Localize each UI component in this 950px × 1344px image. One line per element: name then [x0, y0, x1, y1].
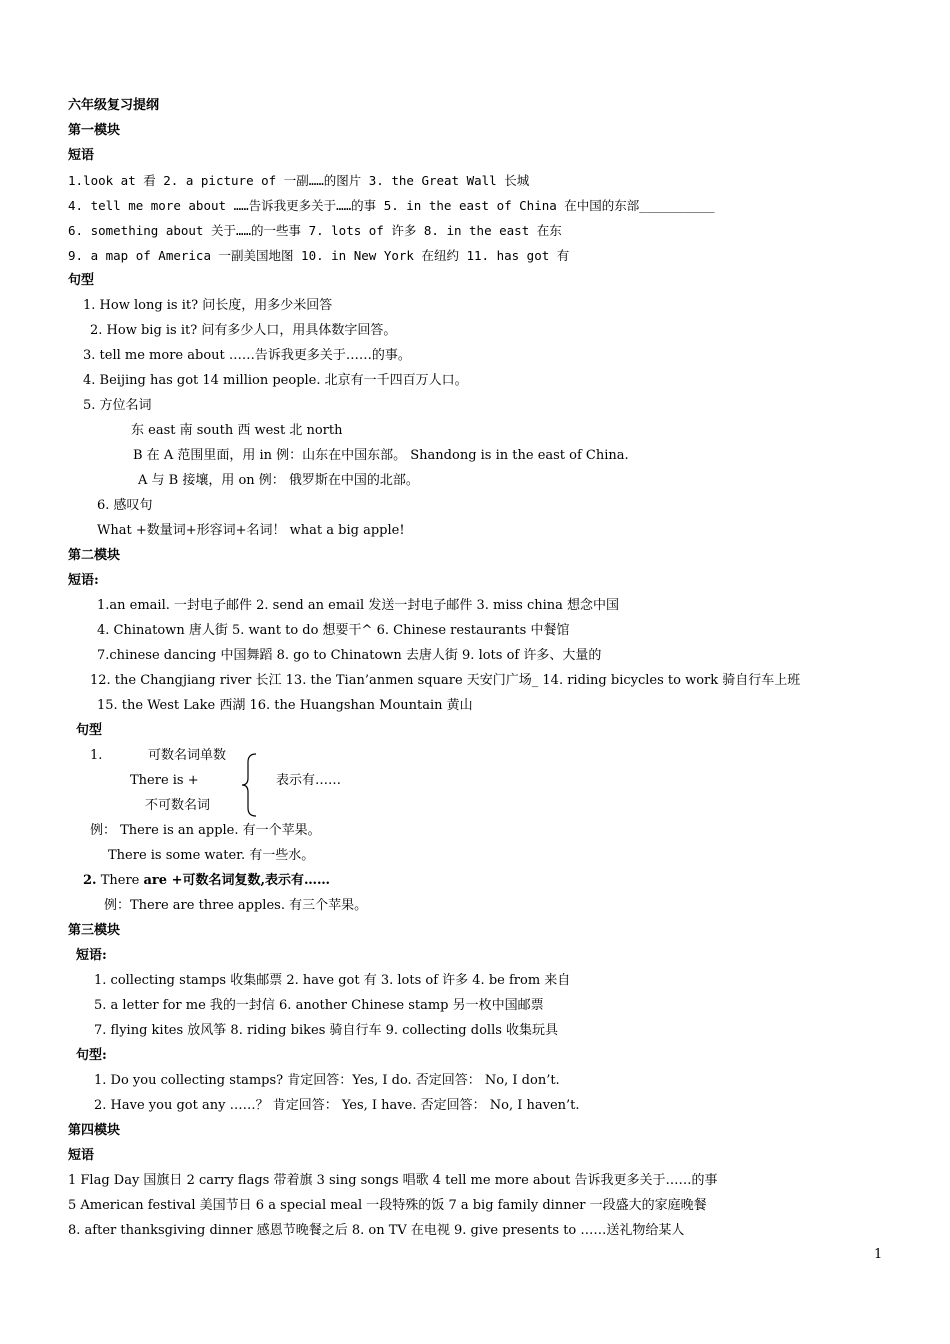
module-4-phrase-line-3: 8. after thanksgiving dinner 感恩节晚餐之后 8. on TV 在电视 9. give presents to ……送礼物给某人: [68, 1223, 685, 1238]
module-1-sentence-2: 2. How big is it? 问有多少人口，用具体数字回答。: [90, 323, 397, 338]
module-1-phrase-line-4: 9. a map of America 一副美国地图 10. in New York 在纽约 11. has got 有: [68, 248, 570, 263]
module-1-phrase-line-2: 4. tell me more about ……告诉我更多关于……的事 5. in the east of China 在中国的东部__________: [68, 198, 715, 213]
module-1-sentence-4: 4. Beijing has got 14 million people. 北京有一千四百万人口。: [83, 373, 468, 388]
module-1-sentence-6: 6. 感叹句: [97, 498, 153, 513]
module-1-phrases-label: 短语: [68, 148, 95, 163]
module-3-phrase-line-2: 5. a letter for me 我的一封信 6. another Chinese stamp 另一枚中国邮票: [94, 998, 544, 1013]
module-2-there-is: There is +: [130, 773, 199, 788]
module-3-sentence-1: 1. Do you collecting stamps? 肯定回答：Yes, I do. 否定回答： No, I don’t.: [94, 1073, 560, 1088]
module-2-sentence-2: [83, 871, 330, 891]
module-2-phrases-label: 短语:: [68, 573, 99, 588]
module-3-heading: 第三模块: [68, 923, 121, 938]
module-2-phrase-line-4: 12. the Changjiang river 长江 13. the Tian’anmen square 天安门广场_ 14. riding bicycles to work 骑自行车上班: [90, 673, 801, 688]
module-2-sentence-1-number: 1.: [90, 748, 103, 763]
module-4-phrases-label: 短语: [68, 1148, 95, 1163]
module-2-phrase-line-1: 1.an email. 一封电子邮件 2. send an email 发送一封电子邮件 3. miss china 想念中国: [97, 598, 620, 613]
module-1-heading: 第一模块: [68, 123, 121, 138]
module-3-phrase-line-1: 1. collecting stamps 收集邮票 2. have got 有 3. lots of 许多 4. be from 来自: [94, 973, 571, 988]
module-3-sentences-label: 句型:: [76, 1048, 107, 1063]
module-4-heading: 第四模块: [68, 1123, 121, 1138]
module-2-sentence-2-there: There: [96, 873, 144, 888]
module-2-uncountable: 不可数名词: [145, 798, 211, 813]
module-1-directions: 东 east 南 south 西 west 北 north: [131, 423, 343, 438]
module-4-phrase-line-2: 5 American festival 美国节日 6 a special meal 一段特殊的饭 7 a big family dinner 一段盛大的家庭晚餐: [68, 1198, 707, 1213]
module-2-sentence-2-number: 2.: [83, 873, 97, 888]
module-1-phrase-line-1: 1.look at 看 2. a picture of 一副……的图片 3. the Great Wall 长城: [68, 173, 530, 188]
module-2-phrase-line-2: 4. Chinatown 唐人街 5. want to do 想要干^ 6. Chinese restaurants 中餐馆: [97, 623, 570, 638]
module-1-sentence-1: 1. How long is it? 问长度，用多少米回答: [83, 298, 333, 313]
module-2-phrase-line-5: 15. the West Lake 西湖 16. the Huangshan Mountain 黄山: [97, 698, 473, 713]
module-3-phrase-line-3: 7. flying kites 放风筝 8. riding bikes 骑自行车 9. collecting dolls 收集玩具: [94, 1023, 559, 1038]
document-title: 六年级复习提纲: [68, 98, 160, 113]
module-2-example-3: 例：There are three apples. 有三个苹果。: [104, 898, 368, 913]
module-1-on-usage: A 与 B 接壤，用 on 例： 俄罗斯在中国的北部。: [138, 473, 419, 488]
module-3-phrases-label: 短语:: [76, 948, 107, 963]
module-2-phrase-line-3: 7.chinese dancing 中国舞蹈 8. go to Chinatown 去唐人街 9. lots of 许多、大量的: [97, 648, 602, 663]
module-1-phrase-line-3: 6. something about 关于……的一些事 7. lots of 许多 8. in the east 在东: [68, 223, 562, 238]
module-2-sentence-2-rule: are +可数名词复数,表示有……: [143, 873, 330, 888]
module-2-example-2: There is some water. 有一些水。: [108, 848, 315, 863]
module-2-example-1: 例： There is an apple. 有一个苹果。: [90, 823, 321, 838]
module-2-countable-singular: 可数名词单数: [148, 748, 227, 763]
module-1-sentence-5: 5. 方位名词: [83, 398, 152, 413]
curly-brace-icon: [240, 752, 260, 818]
module-4-phrase-line-1: 1 Flag Day 国旗日 2 carry flags 带着旗 3 sing songs 唱歌 4 tell me more about 告诉我更多关于……的事: [68, 1173, 718, 1188]
module-2-meaning: 表示有……: [276, 773, 342, 788]
module-1-exclamation: What +数量词+形容词+名词！ what a big apple!: [97, 523, 405, 538]
module-3-sentence-2: 2. Have you got any ……？ 肯定回答： Yes, I have. 否定回答： No, I haven’t.: [94, 1098, 580, 1113]
module-1-sentences-label: 句型: [68, 273, 95, 288]
page-number: 1: [874, 1247, 883, 1262]
module-1-in-usage: B 在 A 范围里面，用 in 例：山东在中国东部。 Shandong is in the east of China.: [133, 448, 629, 463]
module-2-sentences-label: 句型: [76, 723, 103, 738]
module-1-sentence-3: 3. tell me more about ……告诉我更多关于……的事。: [83, 348, 411, 363]
module-2-heading: 第二模块: [68, 548, 121, 563]
